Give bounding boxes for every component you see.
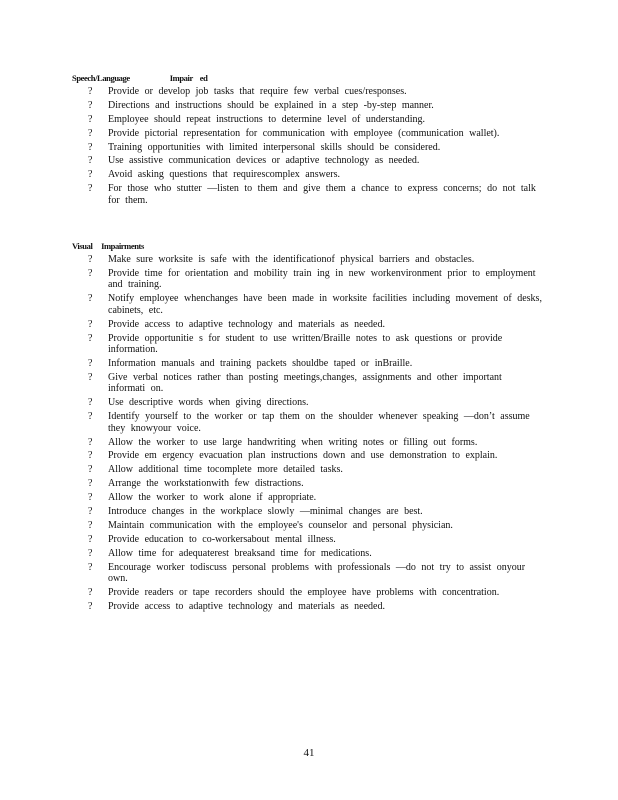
- bullet-glyph: ?: [88, 478, 93, 490]
- list-item: [72, 268, 542, 291]
- list-item-text: Allow the worker to work alone if appropriate.: [108, 492, 317, 504]
- list-item: [72, 450, 542, 462]
- heading-text: Impairments: [101, 241, 144, 251]
- bullet-glyph: ?: [88, 169, 93, 181]
- bullet-glyph: ?: [88, 464, 93, 476]
- list-item-text: Provide pictorial representation for communication with employee (communication wallet).: [108, 127, 500, 139]
- bullet-glyph: ?: [88, 183, 93, 195]
- bullet-glyph: ?: [88, 155, 93, 167]
- list-item: [72, 587, 542, 599]
- list-item-text: Use assistive communication devices or adaptive technology as needed.: [108, 155, 420, 167]
- heading-text: ed: [199, 73, 208, 83]
- list-item: [72, 169, 542, 181]
- list-item: [72, 358, 542, 370]
- list-item-text: Provide time for orientation and mobility train ing in new workenvironment prior to employment and training.: [108, 267, 536, 291]
- bullet-glyph: ?: [88, 450, 93, 462]
- bullet-glyph: ?: [88, 293, 93, 305]
- section-heading: [72, 240, 542, 253]
- bullet-glyph: ?: [88, 492, 93, 504]
- bullet-glyph: ?: [88, 519, 93, 531]
- list-item: [72, 293, 542, 316]
- heading-text: Speech/Language: [72, 73, 130, 83]
- list-item: [72, 534, 542, 546]
- list-item-text: Arrange the workstationwith few distractions.: [108, 478, 304, 490]
- list-item-text: Allow the worker to use large handwriting when writing notes or filling out forms.: [108, 436, 478, 448]
- list-item-text: Encourage worker todiscuss personal problems with professionals —do not try to assist onyour own.: [108, 561, 526, 585]
- list-item: [72, 100, 542, 112]
- list-item-text: Directions and instructions should be explained in a step -by-step manner.: [108, 99, 434, 111]
- bullet-glyph: ?: [88, 547, 93, 559]
- list-item-text: Training opportunities with limited interpersonal skills should be considered.: [108, 141, 441, 153]
- list-item-text: Provide access to adaptive technology and materials as needed.: [108, 318, 385, 330]
- list-item-text: Provide access to adaptive technology and materials as needed.: [108, 600, 385, 612]
- list-item-text: Information manuals and training packets shouldbe taped or inBraille.: [108, 357, 413, 369]
- section-heading: [72, 72, 542, 85]
- visual-impairments-section: [72, 240, 542, 615]
- list-item: [72, 397, 542, 409]
- list-item-text: Identify yourself to the worker or tap them on the shoulder whenever speaking —don’t assume they knowyour voice.: [108, 411, 530, 434]
- list-item: [72, 520, 542, 532]
- bullet-glyph: ?: [88, 561, 93, 573]
- list-item-text: Provide or develop job tasks that require few verbal cues/responses.: [108, 86, 407, 97]
- speech-items-list: [72, 86, 542, 206]
- list-item-text: Avoid asking questions that requirescomplex answers.: [108, 169, 340, 181]
- bullet-glyph: ?: [88, 332, 93, 344]
- bullet-glyph: ?: [88, 99, 93, 111]
- list-item-text: Provide education to co-workersabout mental illness.: [108, 533, 336, 545]
- bullet-glyph: ?: [88, 397, 93, 409]
- list-item-text: Allow additional time tocomplete more detailed tasks.: [108, 464, 343, 476]
- list-item-text: Provide readers or tape recorders should the employee have problems with concentration.: [108, 586, 500, 598]
- heading-text: Impair: [169, 73, 193, 83]
- bullet-glyph: ?: [88, 371, 93, 383]
- list-item-text: Use descriptive words when giving directions.: [108, 397, 309, 409]
- bullet-glyph: ?: [88, 533, 93, 545]
- bullet-glyph: ?: [88, 318, 93, 330]
- list-item: [72, 506, 542, 518]
- visual-items-list: [72, 254, 542, 612]
- bullet-glyph: ?: [88, 357, 93, 369]
- list-item-text: Notify employee whenchanges have been made in worksite facilities including movement of desks, cabinets, etc.: [108, 293, 542, 316]
- list-item: [72, 319, 542, 331]
- bullet-glyph: ?: [88, 254, 93, 265]
- list-item: [72, 155, 542, 167]
- speech-language-section: [72, 72, 542, 209]
- bullet-glyph: ?: [88, 600, 93, 612]
- list-item: [72, 548, 542, 560]
- list-item-text: Provide opportunitie s for student to use written/Braille notes to ask questions or provide information.: [108, 332, 503, 356]
- list-item: [72, 128, 542, 140]
- heading-text: Visual: [72, 241, 93, 251]
- bullet-glyph: ?: [88, 436, 93, 448]
- bullet-glyph: ?: [88, 86, 93, 97]
- list-item: [72, 478, 542, 490]
- bullet-glyph: ?: [88, 586, 93, 598]
- list-item: [72, 601, 542, 613]
- list-item: [72, 372, 542, 395]
- list-item: [72, 437, 542, 449]
- list-item-text: For those who stutter —listen to them and give them a chance to express concerns; do not talk for them.: [108, 183, 536, 206]
- list-item: [72, 562, 542, 585]
- bullet-glyph: ?: [88, 267, 93, 279]
- list-item-text: Make sure worksite is safe with the identificationof physical barriers and obstacles.: [108, 254, 475, 265]
- page-number: 41: [303, 747, 315, 759]
- list-item: [72, 492, 542, 504]
- list-item: [72, 183, 542, 206]
- bullet-glyph: ?: [88, 141, 93, 153]
- bullet-glyph: ?: [88, 411, 93, 423]
- list-item: [72, 464, 542, 476]
- list-item-text: Introduce changes in the workplace slowly —minimal changes are best.: [108, 505, 423, 517]
- list-item-text: Provide em ergency evacuation plan instructions down and use demonstration to explain.: [108, 450, 498, 462]
- list-item: [72, 254, 542, 266]
- list-item: [72, 86, 542, 98]
- list-item: [72, 333, 542, 356]
- bullet-glyph: ?: [88, 505, 93, 517]
- list-item-text: Maintain communication with the employee's counselor and personal physician.: [108, 519, 453, 531]
- list-item: [72, 411, 542, 434]
- bullet-glyph: ?: [88, 127, 93, 139]
- list-item-text: Give verbal notices rather than posting meetings,changes, assignments and other important informati on.: [108, 371, 502, 395]
- list-item: [72, 142, 542, 154]
- list-item: [72, 114, 542, 126]
- list-item-text: Employee should repeat instructions to determine level of understanding.: [108, 113, 425, 125]
- bullet-glyph: ?: [88, 113, 93, 125]
- list-item-text: Allow time for adequaterest breaksand time for medications.: [108, 547, 372, 559]
